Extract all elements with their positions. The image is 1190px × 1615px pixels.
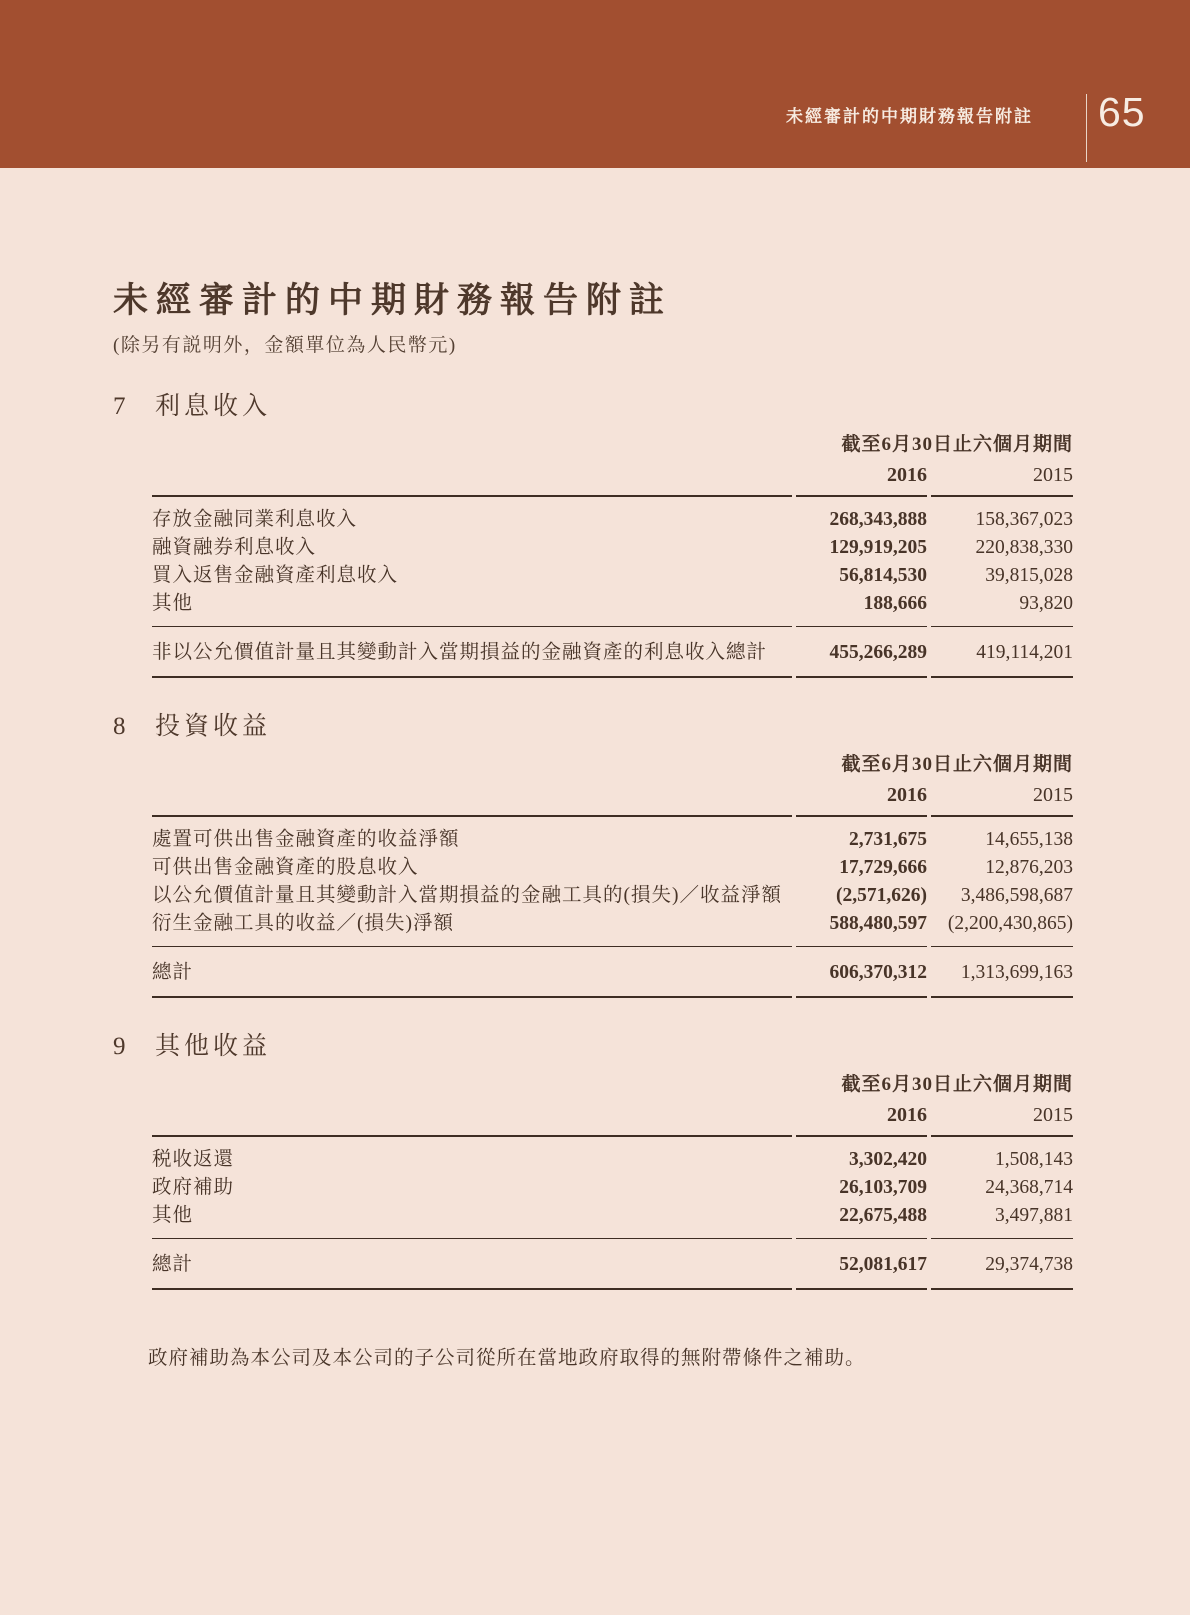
section-7-heading — [113, 392, 1190, 422]
table-row — [152, 534, 1073, 562]
government-grants-footnote: 政府補助為本公司及本公司的子公司從所在當地政府取得的無附帶條件之補助。 — [148, 1348, 866, 1369]
section-9-heading — [113, 1032, 1190, 1062]
table-row — [152, 882, 1073, 910]
year-2015-header: 2015 — [931, 1102, 1073, 1137]
value-2015: 220,838,330 — [975, 537, 1073, 558]
section-number: 8 — [113, 713, 126, 740]
year-2016-header: 2016 — [796, 782, 927, 817]
row-label: 以公允價值計量且其變動計入當期損益的金融工具的(損失)／收益淨額 — [152, 885, 782, 906]
value-2015: 14,655,138 — [985, 829, 1073, 850]
value-2015: (2,200,430,865) — [931, 910, 1073, 947]
row-label: 政府補助 — [152, 1177, 235, 1198]
value-2015: 93,820 — [931, 590, 1073, 627]
section-number: 7 — [113, 393, 126, 420]
period-header-row — [152, 1072, 1073, 1102]
period-header: 截至6月30日止六個月期間 — [841, 1074, 1073, 1095]
year-2016-header: 2016 — [796, 1102, 927, 1137]
total-row — [152, 947, 1073, 998]
section-8-heading — [113, 712, 1190, 742]
table-row — [152, 1174, 1073, 1202]
total-label: 非以公允價值計量且其變動計入當期損益的金融資產的利息收入總計 — [152, 627, 792, 678]
year-2015-header: 2015 — [931, 782, 1073, 817]
table-row — [152, 910, 1073, 947]
value-2016: 268,343,888 — [829, 509, 927, 530]
section-title: 其他收益 — [155, 1033, 272, 1060]
value-2015: 3,497,881 — [931, 1202, 1073, 1239]
page-number: 65 — [1098, 89, 1146, 135]
value-2016: 129,919,205 — [829, 537, 927, 558]
empty-cell — [152, 432, 792, 462]
banner-section-title: 未經審計的中期財務報告附註 — [786, 107, 1033, 126]
total-row — [152, 627, 1073, 678]
other-income-table — [148, 1072, 1077, 1290]
row-label: 税收返還 — [152, 1149, 235, 1170]
total-row — [152, 1239, 1073, 1290]
total-2016: 52,081,617 — [796, 1239, 927, 1290]
row-label: 衍生金融工具的收益／(損失)淨額 — [152, 910, 792, 947]
years-header-row — [152, 1102, 1073, 1137]
value-2016: 17,729,666 — [839, 857, 927, 878]
table-row — [152, 562, 1073, 590]
table-row — [152, 590, 1073, 627]
value-2015: 39,815,028 — [985, 565, 1073, 586]
year-2015-header: 2015 — [931, 462, 1073, 497]
empty-cell — [152, 1072, 792, 1102]
value-2016: 2,731,675 — [848, 829, 927, 850]
table-row — [152, 1202, 1073, 1239]
row-label: 融資融券利息收入 — [152, 537, 317, 558]
row-label: 其他 — [152, 590, 792, 627]
period-header: 截至6月30日止六個月期間 — [841, 754, 1073, 775]
total-2015: 419,114,201 — [931, 627, 1073, 678]
table-row — [152, 854, 1073, 882]
document-subtitle: (除另有説明外，金額單位為人民幣元) — [113, 335, 457, 356]
year-2016-header: 2016 — [796, 462, 927, 497]
table-row — [152, 497, 1073, 534]
table-row — [152, 1137, 1073, 1174]
value-2016: 188,666 — [796, 590, 927, 627]
years-header-row — [152, 462, 1073, 497]
value-2015: 3,486,598,687 — [960, 885, 1073, 906]
value-2015: 24,368,714 — [985, 1177, 1073, 1198]
section-title: 投資收益 — [155, 713, 272, 740]
value-2016: 3,302,420 — [848, 1149, 927, 1170]
empty-cell — [152, 752, 792, 782]
value-2016: 588,480,597 — [796, 910, 927, 947]
total-label: 總計 — [152, 947, 792, 998]
total-2015: 29,374,738 — [931, 1239, 1073, 1290]
value-2016: (2,571,626) — [835, 885, 927, 906]
value-2015: 158,367,023 — [975, 509, 1073, 530]
period-header: 截至6月30日止六個月期間 — [841, 434, 1073, 455]
banner-divider — [1086, 94, 1087, 162]
row-label: 處置可供出售金融資產的收益淨額 — [152, 829, 460, 850]
section-title: 利息收入 — [155, 393, 272, 420]
interest-income-table — [148, 432, 1077, 678]
period-header-row — [152, 752, 1073, 782]
document-title: 未經審計的中期財務報告附註 — [113, 281, 673, 320]
table-row — [152, 817, 1073, 854]
value-2015: 12,876,203 — [985, 857, 1073, 878]
value-2015: 1,508,143 — [995, 1149, 1073, 1170]
value-2016: 22,675,488 — [796, 1202, 927, 1239]
empty-cell — [152, 782, 792, 817]
empty-cell — [152, 462, 792, 497]
row-label: 可供出售金融資產的股息收入 — [152, 857, 419, 878]
total-label: 總計 — [152, 1239, 792, 1290]
value-2016: 26,103,709 — [839, 1177, 927, 1198]
total-2016: 606,370,312 — [796, 947, 927, 998]
empty-cell — [152, 1102, 792, 1137]
row-label: 買入返售金融資產利息收入 — [152, 565, 399, 586]
years-header-row — [152, 782, 1073, 817]
value-2016: 56,814,530 — [839, 565, 927, 586]
total-2016: 455,266,289 — [796, 627, 927, 678]
page-header-banner — [0, 0, 1190, 168]
period-header-row — [152, 432, 1073, 462]
total-2015: 1,313,699,163 — [931, 947, 1073, 998]
row-label: 其他 — [152, 1202, 792, 1239]
row-label: 存放金融同業利息收入 — [152, 509, 358, 530]
section-number: 9 — [113, 1033, 126, 1060]
investment-income-table — [148, 752, 1077, 998]
